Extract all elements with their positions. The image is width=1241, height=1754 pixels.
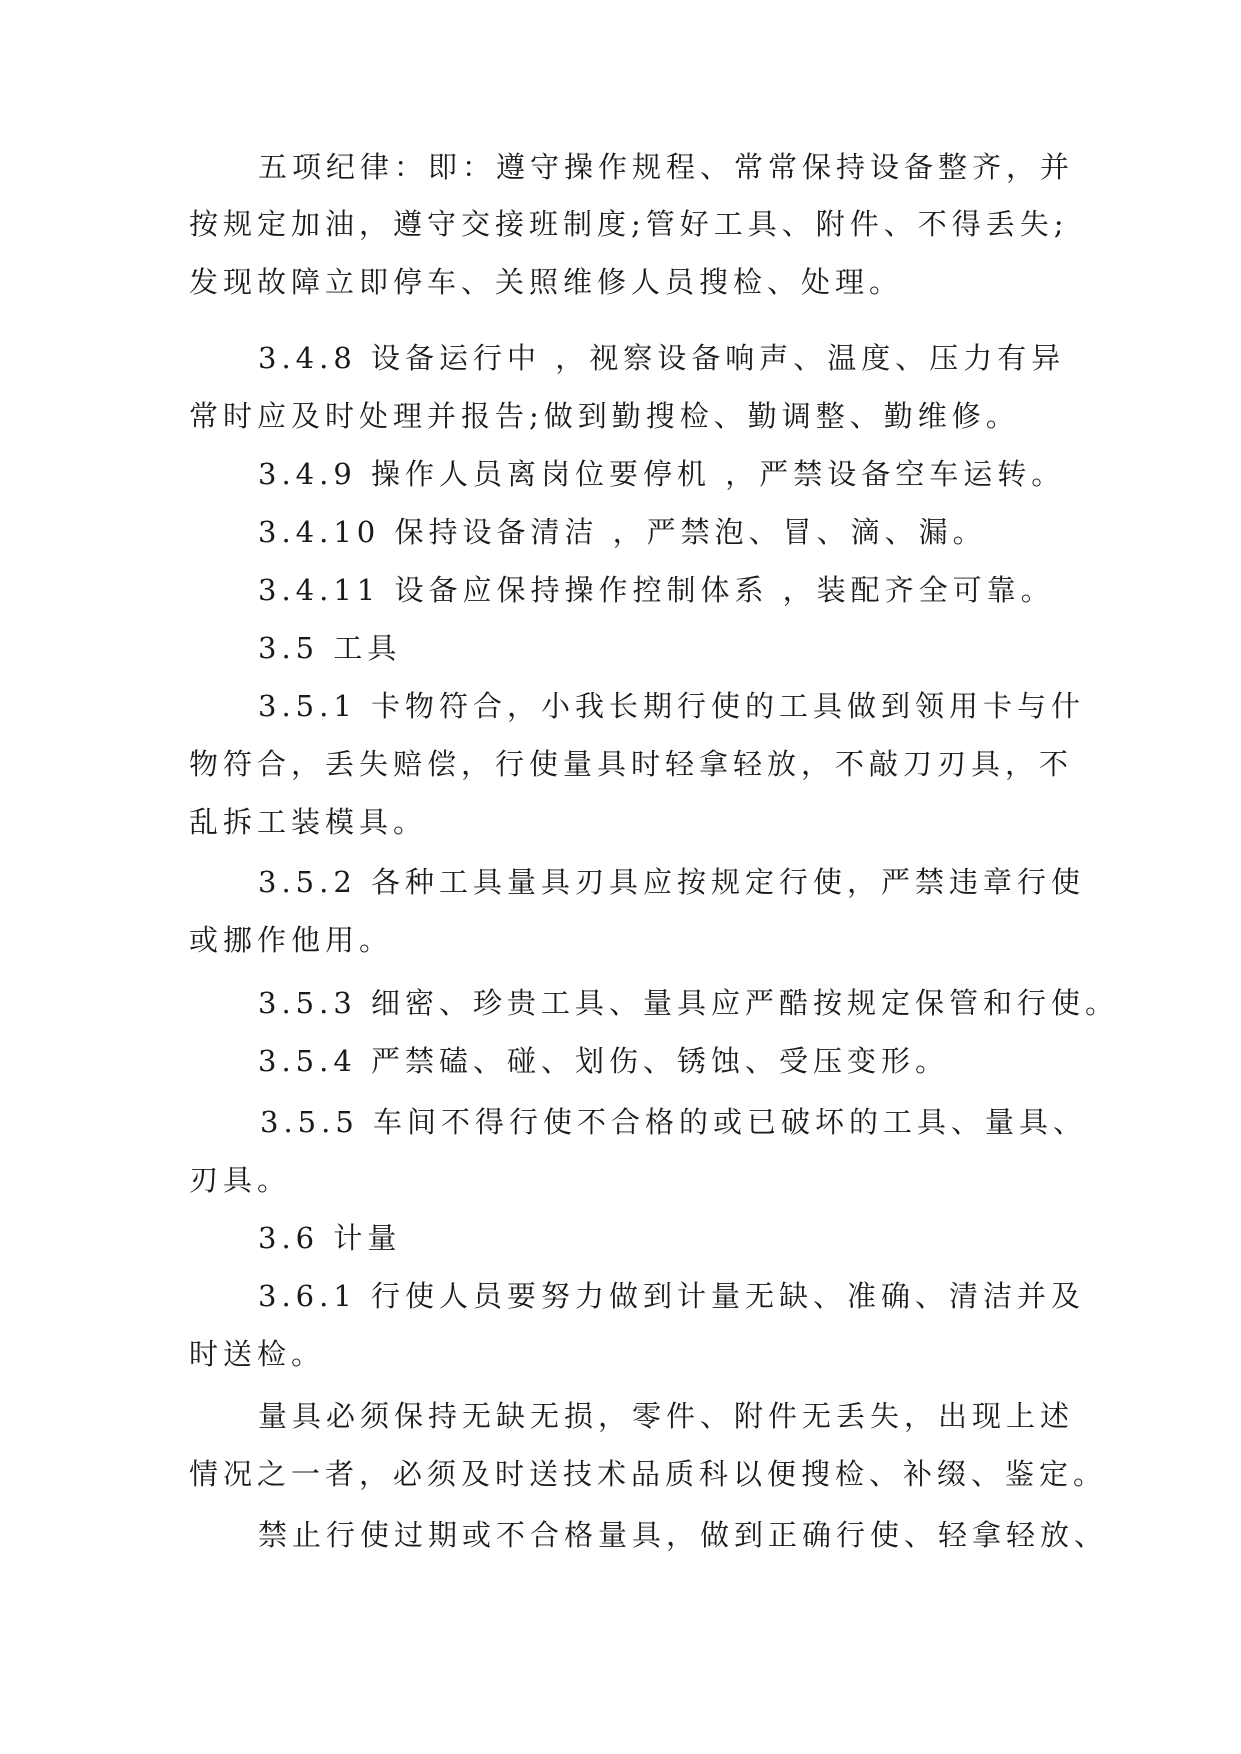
text-line-1: 五项纪律：即：遵守操作规程、常常保持设备整齐，并 (258, 150, 1075, 184)
text-line-2: 按规定加油，遵守交接班制度;管好工具、附件、不得丢失; (189, 207, 1069, 241)
text-line-21: 时送检。 (189, 1337, 326, 1371)
text-line-17: 3.5.5 车间不得行使不合格的或已破坏的工具、量具、 (260, 1105, 1088, 1139)
text-line-12: 乱拆工装模具。 (189, 805, 428, 839)
text-line-3: 发现故障立即停车、关照维修人员搜检、处理。 (189, 265, 904, 299)
text-line-5: 常时应及时处理并报告;做到勤搜检、勤调整、勤维修。 (189, 399, 1020, 433)
text-line-10: 3.5.1 卡物符合，小我长期行使的工具做到领用卡与什 (258, 689, 1086, 723)
text-line-15: 3.5.3 细密、珍贵工具、量具应严酷按规定保管和行使。 (258, 986, 1120, 1020)
section-heading-metering: 3.6 计量 (258, 1221, 402, 1255)
text-line-22: 量具必须保持无缺无损，零件、附件无丢失，出现上述 (258, 1399, 1075, 1433)
text-line-11: 物符合，丢失赔偿，行使量具时轻拿轻放，不敲刀刃具，不 (189, 747, 1074, 781)
text-line-6: 3.4.9 操作人员离岗位要停机 ，严禁设备空车运转。 (258, 457, 1066, 491)
text-line-24: 禁止行使过期或不合格量具，做到正确行使、轻拿轻放、 (258, 1518, 1109, 1552)
text-line-4: 3.4.8 设备运行中 ，视察设备响声、温度、压力有异 (258, 341, 1066, 375)
text-line-18: 刃具。 (189, 1163, 292, 1197)
section-heading-tools: 3.5 工具 (258, 631, 402, 665)
text-line-13: 3.5.2 各种工具量具刃具应按规定行使，严禁违章行使 (258, 865, 1086, 899)
text-line-23: 情况之一者，必须及时送技术品质科以便搜检、补缀、鉴定。 (189, 1457, 1108, 1491)
text-line-14: 或挪作他用。 (189, 923, 394, 957)
text-line-7: 3.4.10 保持设备清洁 ，严禁泡、冒、滴、漏。 (258, 515, 987, 549)
text-line-16: 3.5.4 严禁磕、碰、划伤、锈蚀、受压变形。 (258, 1044, 950, 1078)
text-line-20: 3.6.1 行使人员要努力做到计量无缺、准确、清洁并及 (258, 1279, 1086, 1313)
text-line-8: 3.4.11 设备应保持操作控制体系 ，装配齐全可靠。 (258, 573, 1055, 607)
